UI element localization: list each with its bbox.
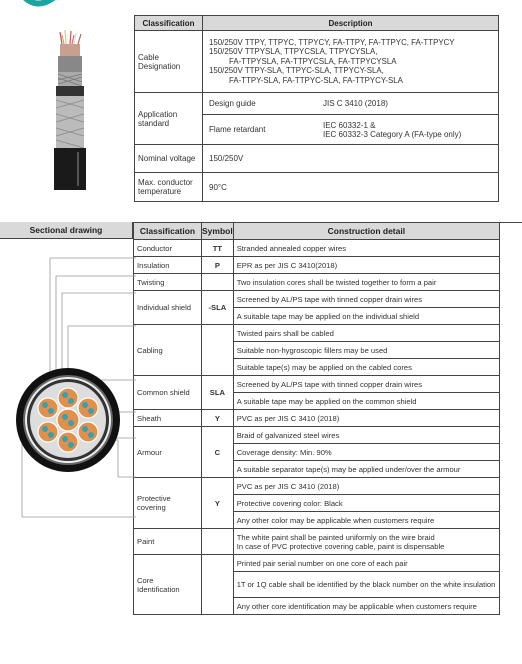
sheath-detail: PVC as per JIS C 3410 (2018): [233, 410, 499, 427]
design-guide-label: Design guide: [209, 99, 256, 108]
sheath-symbol: Y: [202, 410, 234, 427]
armour-label: Armour: [134, 427, 202, 478]
construction-detail-header: Construction detail: [233, 223, 499, 240]
twisting-label: Twisting: [134, 274, 202, 291]
description-header: Description: [203, 16, 499, 31]
designation-line: FA-TTPY-SLA, FA-TTPYC-SLA, FA-TTPYCY-SLA: [229, 75, 403, 85]
core-identification-detail: 1T or 1Q cable shall be identified by the black number on the white insulation: [233, 572, 499, 598]
design-guide-value: JIS C 3410 (2018): [323, 99, 388, 108]
twisting-symbol: [202, 274, 234, 291]
paint-symbol: [202, 529, 234, 555]
flame-retardant-row: [203, 115, 499, 145]
company-logo-icon: [14, 0, 74, 12]
cabling-detail: Twisted pairs shall be cabled: [233, 325, 499, 342]
conductor-label: Conductor: [134, 240, 202, 257]
core-identification-detail: Any other core identification may be applicable when customers require: [233, 598, 499, 615]
armour-detail: Coverage density: Min. 90%: [233, 444, 499, 461]
insulation-detail: EPR as per JIS C 3410(2018): [233, 257, 499, 274]
cable-designation-value: [203, 31, 499, 93]
cabling-detail: Suitable tape(s) may be applied on the cabled cores: [233, 359, 499, 376]
insulation-label: Insulation: [134, 257, 202, 274]
core-identification-label: Core Identification: [134, 555, 202, 615]
cabling-symbol: [202, 325, 234, 376]
common-shield-symbol: SLA: [202, 376, 234, 410]
flame-retardant-label: Flame retardant: [209, 125, 266, 134]
individual-shield-symbol: -SLA: [202, 291, 234, 325]
max-temperature-label: Max. conductor temperature: [135, 173, 203, 202]
cable-cross-section-diagram: [0, 240, 140, 540]
conductor-detail: Stranded annealed copper wires: [233, 240, 499, 257]
protective-covering-detail: Protective covering color: Black: [233, 495, 499, 512]
designation-line: 150/250V TTPYSLA, TTPYCSLA, TTPYCYSLA,: [209, 47, 378, 57]
flame-retardant-value-2: IEC 60332-3 Category A (FA-type only): [323, 129, 462, 139]
design-guide-row: [203, 93, 499, 115]
paint-detail-line: The white paint shall be painted uniformly on the wire braid: [236, 532, 435, 542]
classification-header: Classification: [134, 223, 202, 240]
application-standard-label: Application standard: [135, 93, 203, 145]
paint-detail-line: In case of PVC protective covering cable, paint is dispensable: [236, 541, 445, 551]
core-identification-symbol: [202, 555, 234, 615]
nominal-voltage-value: 150/250V: [203, 145, 499, 173]
protective-covering-detail: Any other color may be applicable when customers require: [233, 512, 499, 529]
paint-detail: [233, 529, 499, 555]
armour-symbol: C: [202, 427, 234, 478]
classification-header: Classification: [135, 16, 203, 31]
protective-covering-label: Protective covering: [134, 478, 202, 529]
individual-shield-detail: A suitable tape may be applied on the individual shield: [233, 308, 499, 325]
cabling-detail: Suitable non-hygroscopic fillers may be used: [233, 342, 499, 359]
sectional-drawing-header: Sectional drawing: [0, 222, 133, 239]
common-shield-detail: A suitable tape may be applied on the common shield: [233, 393, 499, 410]
insulation-symbol: P: [202, 257, 234, 274]
armour-detail: A suitable separator tape(s) may be applied under/over the armour: [233, 461, 499, 478]
nominal-voltage-label: Nominal voltage: [135, 145, 203, 173]
designation-line: FA-TTPYSLA, FA-TTPYCSLA, FA-TTPYCYSLA: [229, 56, 397, 66]
flame-retardant-value-1: IEC 60332-1 &: [323, 120, 376, 130]
max-temperature-value: 90°C: [203, 173, 499, 202]
specification-table: [134, 15, 499, 202]
symbol-header: Symbol: [202, 223, 234, 240]
common-shield-detail: Screened by AL/PS tape with tinned copper drain wires: [233, 376, 499, 393]
common-shield-label: Common shield: [134, 376, 202, 410]
paint-label: Paint: [134, 529, 202, 555]
individual-shield-detail: Screened by AL/PS tape with tinned copper drain wires: [233, 291, 499, 308]
sheath-label: Sheath: [134, 410, 202, 427]
designation-line: 150/250V TTPY, TTPYC, TTPYCY, FA-TTPY, FA-TTPYC, FA-TTPYCY: [209, 37, 455, 47]
construction-table: [133, 222, 500, 615]
armour-detail: Braid of galvanized steel wires: [233, 427, 499, 444]
core-identification-detail: Printed pair serial number on one core of each pair: [233, 555, 499, 572]
cable-photo: [40, 30, 100, 190]
individual-shield-label: Individual shield: [134, 291, 202, 325]
cable-designation-label: Cable Designation: [135, 31, 203, 93]
conductor-symbol: TT: [202, 240, 234, 257]
protective-covering-detail: PVC as per JIS C 3410 (2018): [233, 478, 499, 495]
twisting-detail: Two insulation cores shall be twisted together to form a pair: [233, 274, 499, 291]
protective-covering-symbol: Y: [202, 478, 234, 529]
cabling-label: Cabling: [134, 325, 202, 376]
designation-line: 150/250V TTPY-SLA, TTPYC-SLA, TTPYCY-SLA,: [209, 66, 384, 76]
